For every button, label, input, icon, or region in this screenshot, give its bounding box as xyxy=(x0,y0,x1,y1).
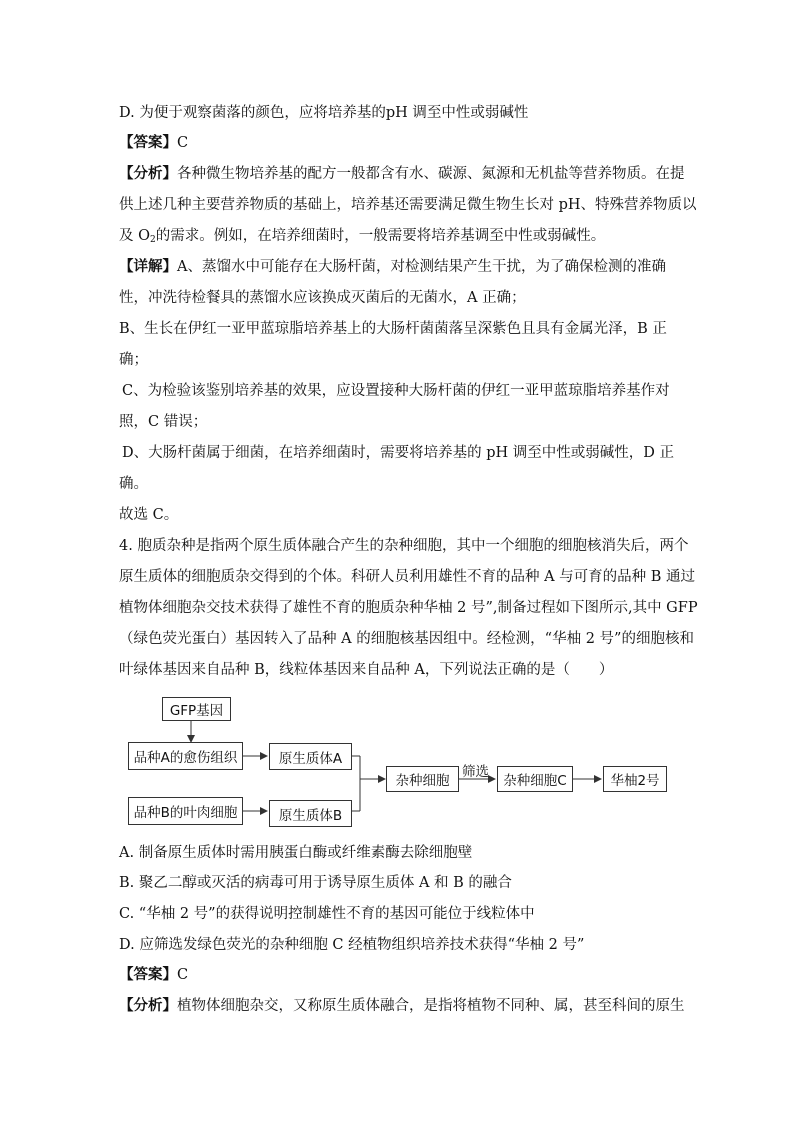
q4-stem-line-2: 原生质体的细胞质杂交得到的个体。科研人员利用雄性不育的品种 A 与可育的品种 B 通过 xyxy=(119,569,696,585)
q3-option-d: D. 为便于观察菌落的颜色，应将培养基的pH 调至中性或弱碱性 xyxy=(119,105,529,121)
q4-option-b: B. 聚乙二醇或灭活的病毒可用于诱导原生质体 A 和 B 的融合 xyxy=(119,875,512,891)
analysis-text: 及 O xyxy=(119,228,150,244)
detail-text: A、蒸馏水中可能存在大肠杆菌，对检测结果产生干扰，为了确保检测的准确 xyxy=(177,259,666,275)
q3-detail-b-line-1: B、生长在伊红一亚甲蓝琼脂培养基上的大肠杆菌菌落呈深紫色且具有金属光泽，B 正 xyxy=(119,321,667,337)
huayou2-box: 华柚2号 xyxy=(603,766,667,792)
q3-detail-c-line-2: 照，C 错误； xyxy=(119,414,208,430)
q3-detail-a-line-2: 性，冲洗待检餐具的蒸馏水应该换成灭菌后的无菌水，A 正确； xyxy=(119,290,526,306)
q4-option-a: A. 制备原生质体时需用胰蛋白酶或纤维素酶去除细胞壁 xyxy=(119,845,473,861)
analysis-tag: 【分析】 xyxy=(119,997,177,1014)
q4-analysis-line-1 xyxy=(119,996,685,1016)
subscript: 2 xyxy=(150,235,156,245)
protoplast-a-box: 原生质体A xyxy=(269,743,352,770)
q4-option-c: C. “华柚 2 号”的获得说明控制雄性不育的基因可能位于线粒体中 xyxy=(119,906,535,922)
q4-stem-line-4: （绿色荧光蛋白）基因转入了品种 A 的细胞核基因组中。经检测，“华柚 2 号”的细胞核和 xyxy=(119,631,694,647)
q4-answer-line xyxy=(119,965,188,985)
analysis-text: 各种微生物培养基的配方一般都含有水、碳源、氮源和无机盐等营养物质。在提 xyxy=(177,166,685,182)
analysis-text: 植物体细胞杂交，又称原生质体融合，是指将植物不同种、属，甚至科间的原生 xyxy=(177,998,685,1014)
q3-detail-d-line-2: 确。 xyxy=(119,476,148,492)
q4-stem-line-5: 叶绿体基因来自品种 B，线粒体基因来自品种 A，下列说法正确的是（ ） xyxy=(119,662,614,678)
q4-option-d: D. 应筛选发绿色荧光的杂种细胞 C 经植物组织培养技术获得“华柚 2 号” xyxy=(119,937,585,953)
answer-value: C xyxy=(177,135,189,151)
mesophyll-b-box: 品种B的叶肉细胞 xyxy=(128,797,243,825)
q3-detail-c-line-1: C、为检验该鉴别培养基的效果，应设置接种大肠杆菌的伊红一亚甲蓝琼脂培养基作对 xyxy=(122,383,670,399)
q3-detail-d-line-1: D、大肠杆菌属于细菌，在培养细菌时，需要将培养基的 pH 调至中性或弱碱性，D 正 xyxy=(122,445,675,461)
analysis-text: 的需求。例如，在培养细菌时，一般需要将培养基调至中性或弱碱性。 xyxy=(155,228,606,244)
q4-stem-line-3: 植物体细胞杂交技术获得了雄性不育的胞质杂种华柚 2 号”,制备过程如下图所示,其中 GFP xyxy=(119,600,698,616)
q4-stem-line-1: 4. 胞质杂种是指两个原生质体融合产生的杂种细胞，其中一个细胞的细胞核消失后，两个 xyxy=(119,538,689,554)
hybrid-cell-c-box: 杂种细胞C xyxy=(497,766,573,792)
detail-tag: 【详解】 xyxy=(119,258,177,275)
q3-conclusion: 故选 C。 xyxy=(119,507,179,523)
answer-tag: 【答案】 xyxy=(119,134,177,151)
protoplast-b-box: 原生质体B xyxy=(269,800,352,827)
hybrid-cell-box: 杂种细胞 xyxy=(386,766,459,792)
q3-detail-b-line-2: 确； xyxy=(119,352,148,368)
analysis-tag: 【分析】 xyxy=(119,165,177,182)
callus-a-box: 品种A的愈伤组织 xyxy=(128,742,243,770)
answer-tag: 【答案】 xyxy=(119,966,177,983)
screen-label: 筛选 xyxy=(462,764,489,780)
q3-analysis-line-2: 供上述几种主要营养物质的基础上，培养基还需要满足微生物生长对 pH、特殊营养物质以 xyxy=(119,197,697,213)
gfp-gene-box: GFP基因 xyxy=(162,697,231,721)
answer-value: C xyxy=(177,967,189,983)
